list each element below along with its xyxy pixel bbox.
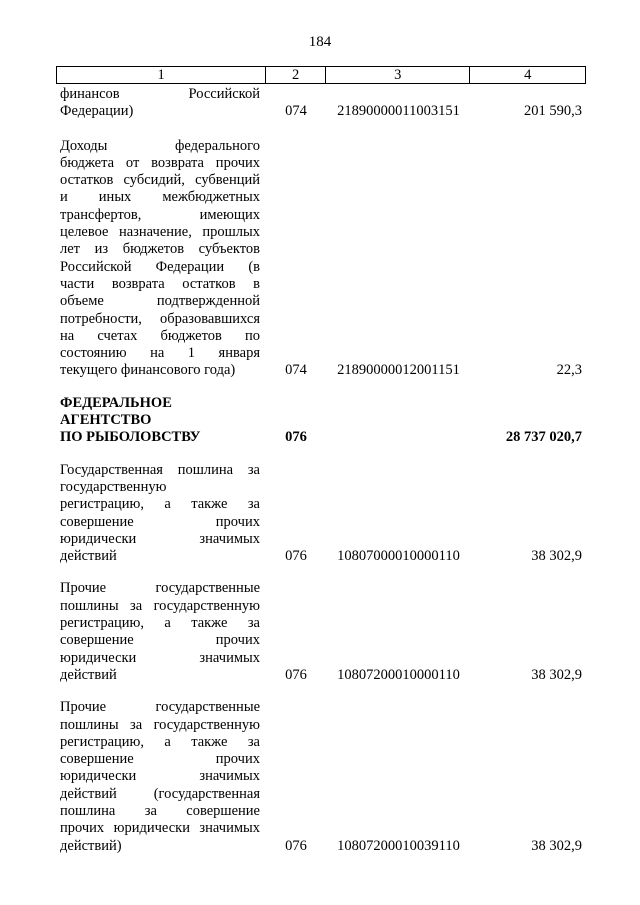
row-name-line: объеме подтвержденной (60, 293, 260, 310)
row-name-line: совершение прочих (60, 513, 260, 530)
page-number: 184 (308, 34, 332, 50)
row-name-line: на счетах бюджетов по (60, 327, 260, 344)
row-name-line: целевое назначение, прошлых (60, 224, 260, 241)
row-kbk: 10807000010000110 (337, 548, 460, 565)
row-name-line: Российской Федерации (в (60, 258, 260, 275)
table-row (56, 580, 586, 684)
row-name (56, 138, 266, 380)
row-name-line: действий (60, 548, 117, 565)
row-name-line: Прочие государственные (60, 580, 260, 597)
row-code: 076 (285, 666, 307, 683)
row-code: 074 (285, 103, 307, 120)
row-name-line: совершение прочих (60, 751, 260, 768)
row-code: 074 (285, 362, 307, 379)
header-col-1: 1 (57, 67, 266, 83)
row-kbk: 10807200010039110 (337, 837, 460, 854)
row-name-line: финансов Российской (60, 86, 260, 102)
row-sum: 28 737 020,7 (505, 429, 582, 446)
row-sum: 38 302,9 (531, 837, 582, 854)
row-name-line: ПО РЫБОЛОВСТВУ (60, 429, 201, 446)
row-name-line: юридически значимых (60, 768, 260, 785)
row-sum: 38 302,9 (531, 548, 582, 565)
row-name-line: пошлина за совершение (60, 802, 260, 819)
header-col-4: 4 (524, 67, 532, 83)
row-name-line: остатков субсидий, субвенций (60, 172, 260, 189)
row-name-line: регистрацию, а также за (60, 733, 260, 750)
table-row (56, 462, 586, 566)
table-header (56, 66, 586, 84)
row-name-line: бюджета от возврата прочих (60, 154, 260, 171)
table-row (56, 395, 586, 447)
row-name-line: регистрацию, а также за (60, 615, 260, 632)
row-name-line: текущего финансового года) (60, 362, 236, 379)
row-name-line: Прочие государственные (60, 699, 260, 716)
row-name-line: государственную (60, 478, 167, 495)
row-name-line: действий (государственная (60, 785, 260, 802)
row-name-line: части возврата остатков в (60, 275, 260, 292)
row-code: 076 (285, 429, 307, 446)
row-name-line: Государственная пошлина за (60, 461, 260, 478)
row-name-line: Федерации) (60, 103, 134, 120)
row-name-line: пошлины за государственную (60, 716, 260, 733)
row-name-line: действий) (60, 837, 122, 854)
table-row (56, 138, 586, 380)
row-code: 076 (285, 837, 307, 854)
row-name-line: и иных межбюджетных (60, 189, 260, 206)
row-kbk: 21890000012001151 (337, 362, 460, 379)
row-code: 076 (285, 548, 307, 565)
row-name-line: трансфертов, имеющих (60, 206, 260, 223)
row-name (56, 580, 266, 684)
row-name-line: пошлины за государственную (60, 597, 260, 614)
row-name-line: регистрацию, а также за (60, 496, 260, 513)
header-col-3: 3 (326, 67, 470, 83)
row-name-line: состоянию на 1 января (60, 345, 260, 362)
row-name-line: лет из бюджетов субъектов (60, 241, 260, 258)
row-name (56, 86, 266, 121)
row-name-line: Доходы федерального (60, 137, 260, 154)
row-name (56, 395, 266, 447)
row-name-line: действий (60, 666, 117, 683)
row-name (56, 699, 266, 855)
row-kbk: 10807200010000110 (337, 666, 460, 683)
row-name-line: юридически значимых (60, 530, 260, 547)
row-kbk: 21890000011003151 (337, 103, 460, 120)
header-col-2: 2 (266, 67, 326, 83)
table-row (56, 699, 586, 855)
row-name-line: потребности, образовавшихся (60, 310, 260, 327)
row-sum: 22,3 (556, 362, 582, 379)
table-body (56, 86, 586, 855)
row-sum: 38 302,9 (531, 666, 582, 683)
row-name-line: прочих юридически значимых (60, 820, 260, 837)
row-name (56, 462, 266, 566)
row-name-line: совершение прочих (60, 632, 260, 649)
row-sum: 201 590,3 (524, 103, 582, 120)
row-name-line: ФЕДЕРАЛЬНОЕ АГЕНТСТВО (60, 394, 172, 429)
row-name-line: юридически значимых (60, 649, 260, 666)
table-row (56, 86, 586, 121)
